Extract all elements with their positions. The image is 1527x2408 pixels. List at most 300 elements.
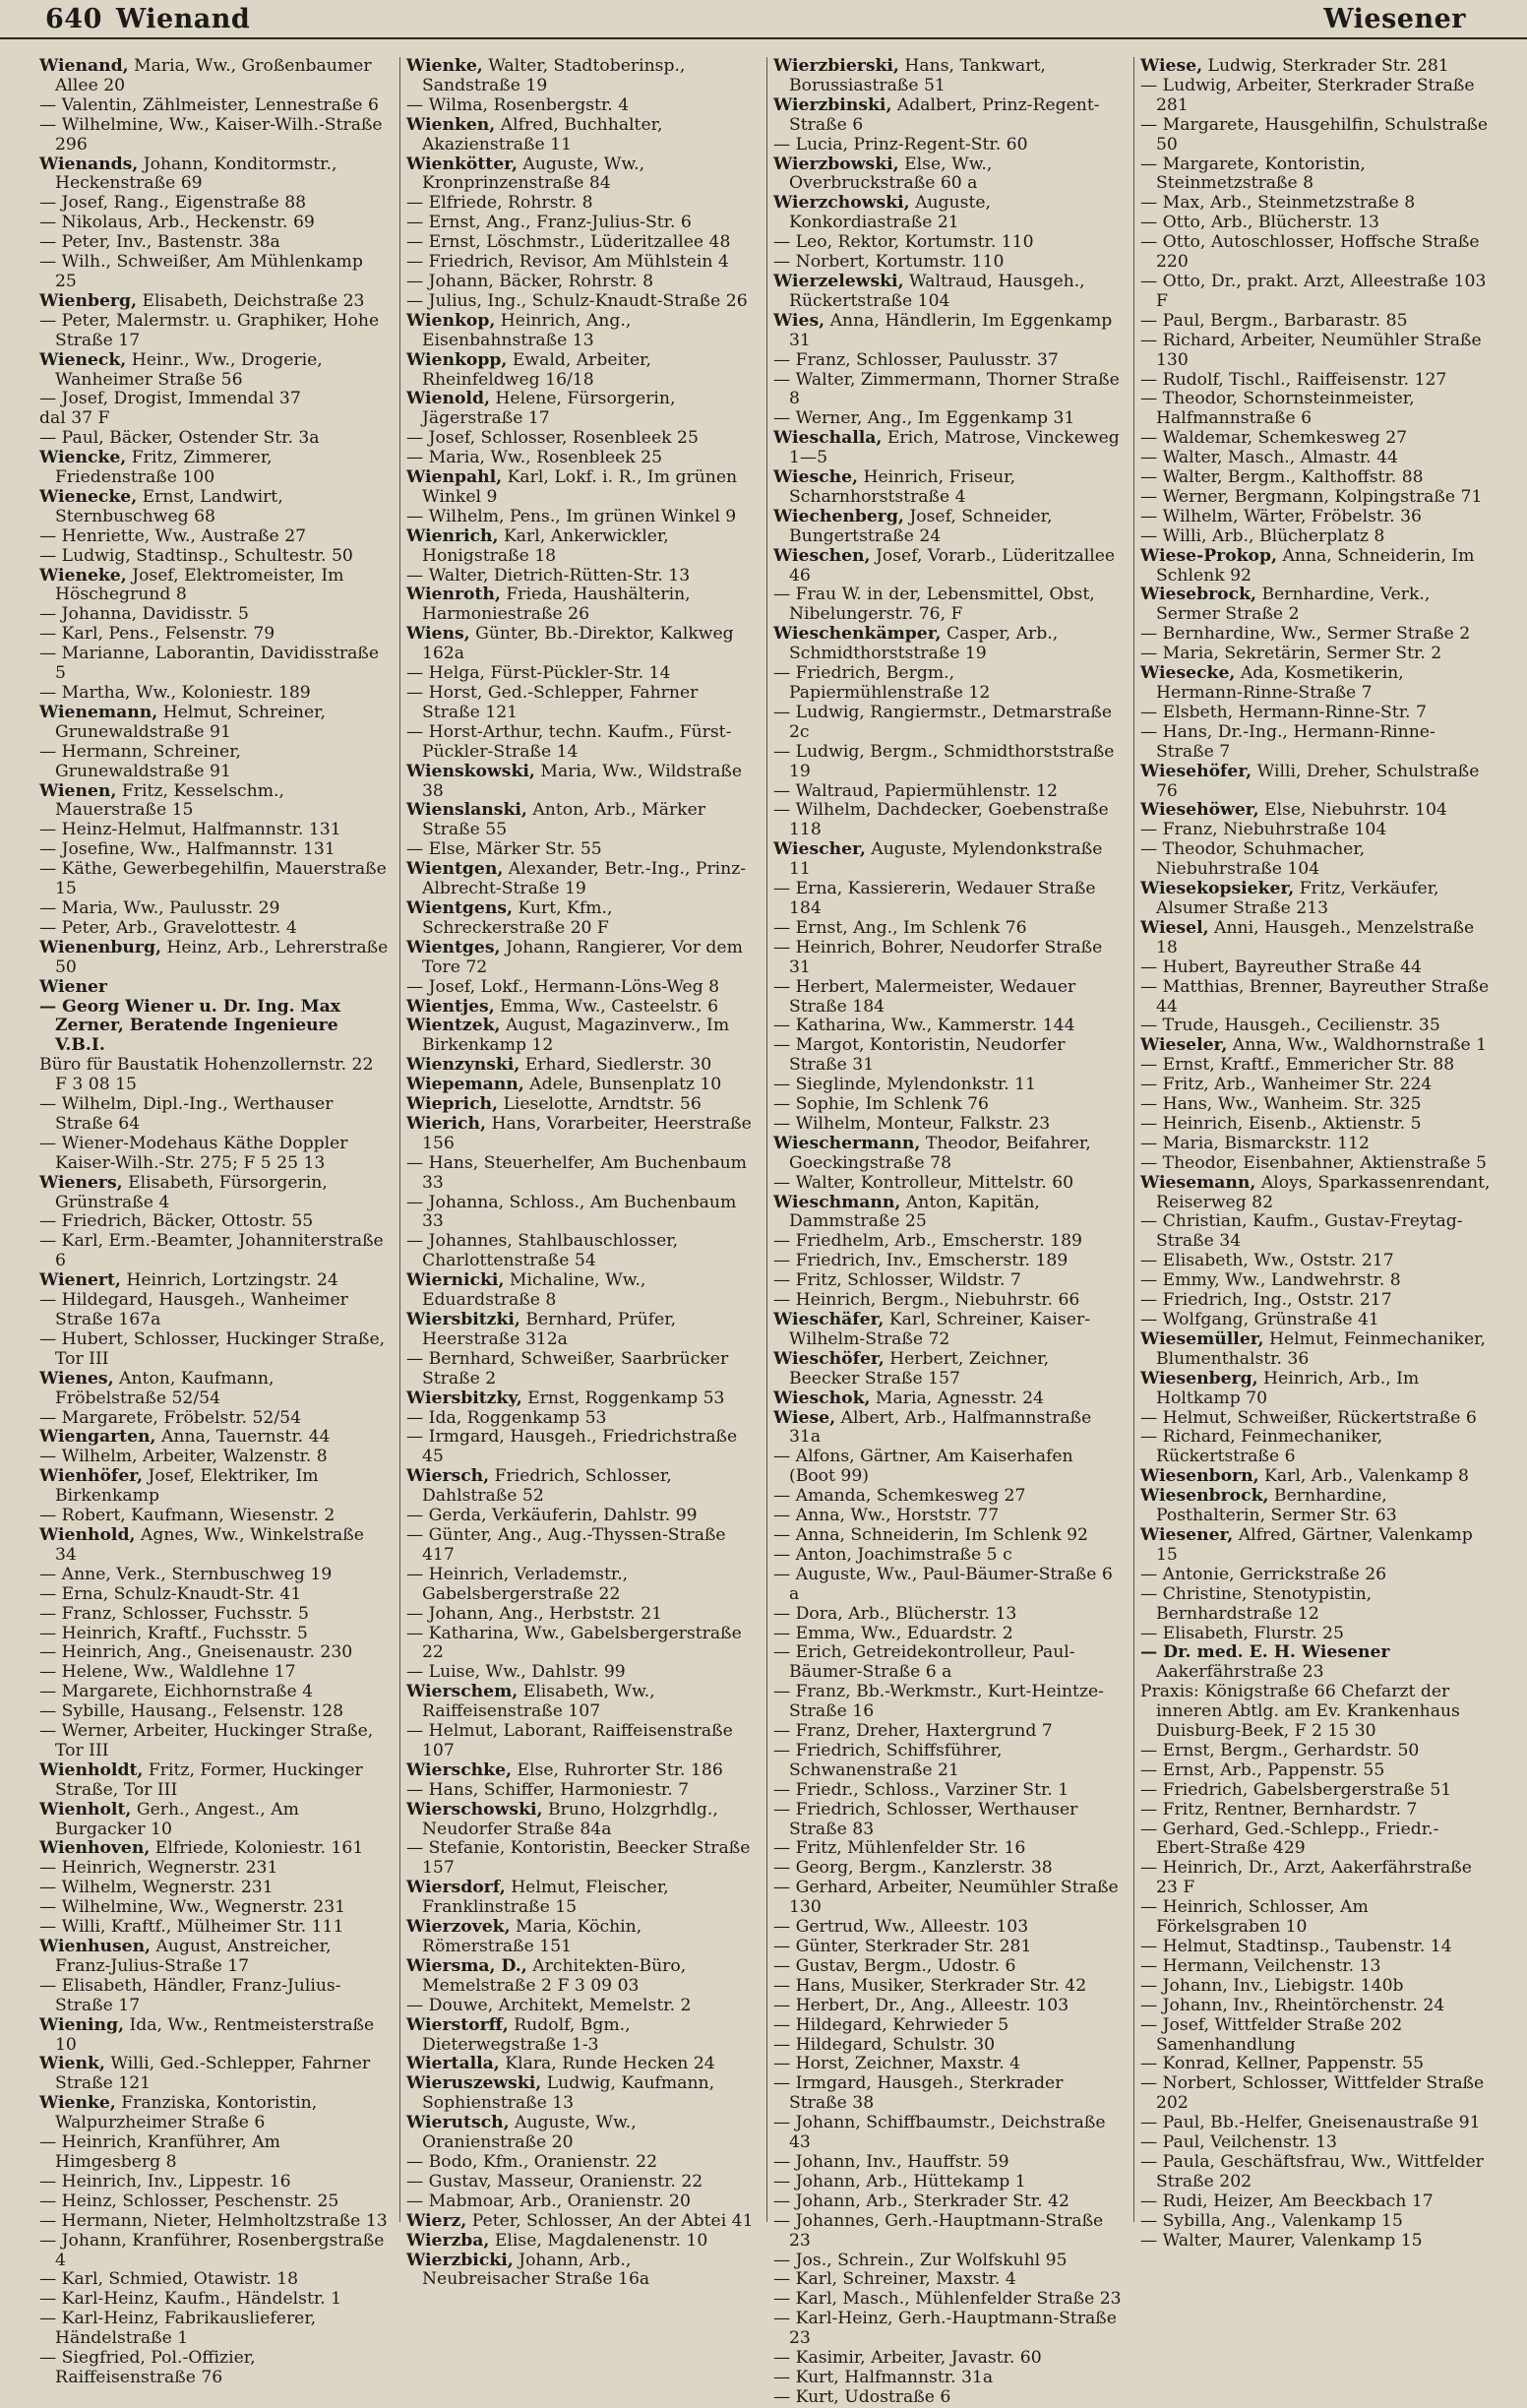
entry-text: — Nikolaus, Arb., Heckenstr. 69: [39, 213, 315, 233]
directory-entry: [39, 821, 390, 840]
entry-name: Wiesemüller,: [1140, 1328, 1264, 1349]
entry-text: — Hildegard, Hausgeh., Wanheimer Straße 167a: [39, 1290, 348, 1329]
entry-name: Wiernicki,: [406, 1270, 505, 1291]
entry-name: Wiesenbrock,: [1140, 1486, 1269, 1507]
entry-text: — Hans, Ww., Wanheim. Str. 325: [1140, 1094, 1422, 1115]
directory-entry: [406, 233, 757, 253]
directory-entry: [773, 96, 1124, 136]
directory-entry: [406, 1839, 757, 1879]
directory-entry: [1140, 312, 1492, 332]
directory-entry: [39, 1271, 390, 1291]
directory-entry: [39, 1879, 390, 1898]
directory-entry: [1140, 2016, 1492, 2056]
directory-entry: [1140, 116, 1492, 155]
header-left: [45, 4, 250, 34]
directory-entry: [39, 939, 390, 978]
entry-name: Wiese,: [1140, 56, 1203, 76]
entry-text: — Ernst, Ang., Franz-Julius-Str. 6: [406, 213, 692, 233]
directory-entry: [773, 801, 1124, 840]
directory-entry: [406, 1056, 757, 1076]
entry-name: Wiesemann,: [1140, 1172, 1256, 1193]
directory-entry: [773, 1507, 1124, 1526]
directory-entry: [773, 312, 1124, 351]
entry-text: — Paul, Bäcker, Ostender Str. 3a: [39, 428, 320, 449]
column-2: [400, 56, 767, 2290]
entry-text: — Sybilla, Ang., Valenkamp 15: [1140, 2210, 1403, 2231]
directory-entry: [406, 253, 757, 273]
page-number: 640: [45, 4, 102, 34]
directory-entry: [773, 1271, 1124, 1291]
directory-entry: [1140, 958, 1492, 978]
directory-entry: [773, 409, 1124, 429]
directory-entry: [1140, 1683, 1492, 1742]
entry-text: — Karl-Heinz, Gerh.-Hauptmann-Straße 23: [773, 2309, 1117, 2349]
entry-text: — Günter, Ang., Aug.-Thyssen-Straße 417: [406, 1524, 726, 1565]
entry-name: Wiesecke,: [1140, 663, 1236, 684]
entry-text: Anna, Tauernstr. 44: [155, 1427, 331, 1448]
entry-text: — Bernhardine, Ww., Sermer Straße 2: [1140, 624, 1471, 645]
directory-entry: [406, 351, 757, 391]
entry-name: Wierzbinski,: [773, 94, 892, 115]
directory-entry: [406, 1154, 757, 1194]
directory-entry: [773, 919, 1124, 939]
directory-entry: [773, 2055, 1124, 2074]
entry-text: — Paul, Bb.-Helfer, Gneisenaustraße 91: [1140, 2113, 1481, 2133]
directory-entry: [1140, 1115, 1492, 1135]
directory-entry: [1140, 488, 1492, 508]
directory-entry: [39, 1409, 390, 1429]
entry-name: Wienke,: [39, 2093, 116, 2114]
entry-name: Wiersch,: [406, 1466, 490, 1487]
directory-entry: [1140, 880, 1492, 919]
entry-text: Ewald, Arbeiter, Rheinfeldweg 16/18: [422, 349, 651, 390]
entry-name: Wieschok,: [773, 1388, 871, 1408]
directory-entry: [1140, 390, 1492, 429]
directory-entry: [1140, 1370, 1492, 1409]
directory-entry: [773, 2388, 1124, 2408]
entry-text: — Horst, Ged.-Schlepper, Fahrner Straße 121: [406, 683, 699, 722]
directory-entry: [773, 1839, 1124, 1859]
entry-text: — Josefine, Ww., Halfmannstr. 131: [39, 839, 336, 860]
directory-entry: [773, 743, 1124, 782]
directory-entry: [773, 1977, 1124, 1997]
directory-entry: [773, 1801, 1124, 1840]
entry-text: — Peter, Malermstr. u. Graphiker, Hohe Straße 17: [39, 310, 380, 350]
directory-entry: [773, 2310, 1124, 2349]
entry-text: — Kurt, Halfmannstr. 31a: [773, 2367, 994, 2387]
directory-entry: [39, 1056, 390, 1095]
directory-entry: [1140, 723, 1492, 763]
directory-entry: [406, 2016, 757, 2056]
directory-entry: [39, 1643, 390, 1663]
entry-text: — Helmut, Laborant, Raiffeisenstraße 107: [406, 1721, 733, 1760]
entry-name: Wieschäfer,: [773, 1310, 885, 1329]
directory-entry: [39, 1095, 390, 1135]
entry-text: — Heinrich, Wegnerstr. 231: [39, 1858, 278, 1879]
entry-text: — Otto, Arb., Blücherstr. 13: [1140, 213, 1379, 233]
header-left-word: Wienand: [115, 4, 251, 34]
entry-text: — Trude, Hausgeh., Cecilienstr. 35: [1140, 1016, 1440, 1036]
directory-entry: [406, 214, 757, 233]
directory-entry: [1140, 1957, 1492, 1977]
directory-entry: [39, 2290, 390, 2310]
directory-entry: [39, 1839, 390, 1859]
directory-entry: [1140, 801, 1492, 821]
entry-name: Wiesebrock,: [1140, 585, 1256, 605]
entry-text: — Wilhelm, Arbeiter, Walzenstr. 8: [39, 1447, 328, 1467]
directory-entry: [406, 194, 757, 214]
entry-text: — Willi, Arb., Blücherplatz 8: [1140, 525, 1385, 546]
entry-text: Franziska, Kontoristin, Walpurzheimer Straße 6: [55, 2093, 318, 2133]
entry-text: Adalbert, Prinz-Regent-Straße 6: [789, 94, 1100, 135]
directory-entry: [406, 1625, 757, 1664]
entry-text: — Kurt, Udostraße 6: [773, 2386, 951, 2407]
directory-entry: [406, 801, 757, 840]
directory-entry: [773, 1232, 1124, 1252]
entry-text: Emma, Ww., Casteelstr. 6: [494, 996, 719, 1017]
entry-text: Büro für Baustatik Hohenzollernstr. 22 F 3 08 15: [39, 1055, 374, 1095]
entry-text: Fritz, Zimmerer, Friedenstraße 100: [55, 448, 273, 488]
directory-entry: [39, 390, 390, 409]
directory-entry: [406, 899, 757, 939]
entry-text: — Heinrich, Eisenb., Aktienstr. 5: [1140, 1113, 1422, 1134]
entry-text: — Irmgard, Hausgeh., Sterkrader Straße 38: [773, 2073, 1064, 2114]
directory-entry: [39, 1467, 390, 1507]
entry-text: — Josef, Rang., Eigenstraße 88: [39, 193, 307, 214]
directory-entry: [406, 2173, 757, 2192]
directory-entry: [39, 1585, 390, 1605]
entry-text: — Heinrich, Inv., Lippestr. 16: [39, 2171, 291, 2192]
directory-entry: [406, 1781, 757, 1801]
directory-entry: [39, 1428, 390, 1448]
entry-text: — Elsbeth, Hermann-Rinne-Str. 7: [1140, 702, 1427, 722]
entry-text: — Wilhelm, Wegnerstr. 231: [39, 1878, 274, 1898]
entry-text: — Friedrich, Revisor, Am Mühlstein 4: [406, 252, 729, 273]
directory-entry: [773, 1291, 1124, 1311]
entry-name: Wienkop,: [406, 310, 496, 331]
directory-entry: [1140, 1212, 1492, 1252]
column-4: [1134, 56, 1501, 2251]
directory-entry: [773, 2349, 1124, 2369]
directory-entry: [406, 449, 757, 468]
entry-text: — Werner, Ang., Im Eggenkamp 31: [773, 408, 1075, 429]
directory-entry: [39, 1174, 390, 1213]
entry-text: — Heinrich, Kraftf., Fuchsstr. 5: [39, 1623, 308, 1643]
entry-text: Heinz, Arb., Lehrerstraße 50: [55, 937, 389, 977]
entry-text: Ida, Ww., Rentmeisterstraße 10: [55, 2014, 375, 2055]
directory-entry: [39, 1918, 390, 1938]
entry-name: Wierzba,: [406, 2230, 490, 2251]
entry-text: — Franz, Niebuhrstraße 104: [1140, 820, 1387, 840]
entry-text: — Anna, Schneiderin, Im Schlenk 92: [773, 1524, 1088, 1545]
entry-text: — Walter, Dietrich-Rütten-Str. 13: [406, 565, 691, 586]
directory-entry: [773, 1938, 1124, 1957]
entry-name: Wierschowski,: [406, 1799, 543, 1820]
entry-text: Helmut, Schreiner, Grunewaldstraße 91: [55, 702, 326, 742]
entry-text: — Elfriede, Rohrstr. 8: [406, 193, 593, 214]
directory-entry: [406, 723, 757, 763]
entry-text: Erhard, Siedlerstr. 30: [519, 1055, 712, 1076]
entry-text: — Johann, Arb., Sterkrader Str. 42: [773, 2191, 1069, 2211]
directory-entry: [773, 155, 1124, 195]
directory-entry: [773, 1448, 1124, 1487]
entry-text: Günter, Bb.-Direktor, Kalkweg 162a: [422, 624, 734, 664]
directory-entry: [773, 429, 1124, 468]
entry-text: — Heinrich, Bohrer, Neudorfer Straße 31: [773, 937, 1103, 977]
entry-text: — Luise, Ww., Dahlstr. 99: [406, 1662, 626, 1683]
entry-text: — Anton, Joachimstraße 5 c: [773, 1544, 1012, 1565]
entry-text: Ada, Kosmetikerin, Hermann-Rinne-Straße 7: [1156, 663, 1404, 703]
entry-text: — Heinz-Helmut, Halfmannstr. 131: [39, 820, 341, 840]
entry-text: — Fritz, Schlosser, Wildstr. 7: [773, 1270, 1021, 1291]
entry-text: — Wilhelmine, Ww., Kaiser-Wilh.-Straße 296: [39, 114, 383, 154]
directory-entry: [39, 1291, 390, 1330]
entry-text: — Robert, Kaufmann, Wiesenstr. 2: [39, 1506, 336, 1526]
entry-text: — Henriette, Ww., Austraße 27: [39, 525, 307, 546]
directory-entry: [1140, 1781, 1492, 1801]
entry-name: Wieschen,: [773, 545, 871, 566]
directory-entry: [406, 1507, 757, 1526]
entry-text: Praxis: Königstraße 66 Chefarzt der inneren Abtlg. am Ev. Krankenhaus Duisburg-Beek, F 2 15 30: [1140, 1682, 1460, 1742]
directory-entry: [406, 2232, 757, 2252]
entry-name: Wienke,: [406, 56, 483, 76]
entry-name: Wierz,: [406, 2210, 467, 2231]
directory-entry: [1140, 1898, 1492, 1938]
entry-text: — Wolfgang, Grünstraße 41: [1140, 1310, 1379, 1329]
directory-entry: [773, 2270, 1124, 2290]
entry-text: — Jos., Schrein., Zur Wolfskuhl 95: [773, 2250, 1068, 2270]
entry-text: — Josef, Wittfelder Straße 202 Samenhandlung: [1140, 2014, 1403, 2055]
directory-entry: [773, 233, 1124, 253]
entry-text: Helmut, Fleischer, Franklinstraße 15: [422, 1878, 669, 1918]
entry-text: — Fritz, Rentner, Bernhardstr. 7: [1140, 1799, 1418, 1820]
directory-entry: [773, 1683, 1124, 1722]
directory-entry: [1140, 77, 1492, 116]
header-right-word: Wiesener: [1323, 4, 1466, 34]
directory-entry: [39, 1507, 390, 1526]
entry-name: Wierich,: [406, 1113, 486, 1134]
directory-entry: [1140, 1487, 1492, 1526]
entry-text: — Theodor, Eisenbahner, Aktienstraße 5: [1140, 1152, 1487, 1173]
entry-text: — Karl-Heinz, Kaufm., Händelstr. 1: [39, 2289, 342, 2310]
directory-entry: [773, 2074, 1124, 2114]
entry-text: Peter, Schlosser, An der Abtei 41: [466, 2210, 754, 2231]
entry-text: — Helga, Fürst-Pückler-Str. 14: [406, 663, 671, 684]
entry-text: — Peter, Inv., Bastenstr. 38a: [39, 232, 280, 253]
directory-entry: [773, 371, 1124, 410]
directory-entry: [1140, 468, 1492, 488]
directory-entry: [773, 1625, 1124, 1644]
entry-text: Michaline, Ww., Eduardstraße 8: [422, 1270, 646, 1311]
directory-entry: [39, 2133, 390, 2173]
directory-entry: [39, 743, 390, 782]
entry-text: — Margarete, Eichhornstraße 4: [39, 1682, 314, 1702]
entry-name: Wiesener,: [1140, 1524, 1234, 1545]
entry-text: — Ida, Roggenkamp 53: [406, 1407, 607, 1428]
entry-text: — Johann, Schiffbaumstr., Deichstraße 43: [773, 2113, 1106, 2153]
entry-text: — Ludwig, Arbeiter, Sterkrader Straße 281: [1140, 75, 1475, 115]
directory-entry: [773, 1036, 1124, 1076]
directory-entry: [406, 1761, 757, 1781]
directory-entry: [406, 1526, 757, 1566]
directory-entry: [39, 1625, 390, 1644]
entry-text: — Christine, Stenotypistin, Bernhardstraße 12: [1140, 1583, 1373, 1624]
directory-entry: [773, 2212, 1124, 2252]
entry-name: Wieprich,: [406, 1094, 499, 1115]
entry-name: Wienhold,: [39, 1524, 136, 1545]
entry-text: — Heinrich, Dr., Arzt, Aakerfährstraße 23 F: [1140, 1858, 1472, 1898]
entry-text: — Maria, Ww., Paulusstr. 29: [39, 897, 280, 918]
entry-text: — Walter, Kontrolleur, Mittelstr. 60: [773, 1172, 1074, 1193]
entry-text: August, Anstreicher, Franz-Julius-Straße 17: [55, 1937, 332, 1976]
entry-text: Bernhardine, Posthalterin, Sermer Str. 63: [1156, 1486, 1397, 1526]
directory-entry: [406, 312, 757, 351]
directory-entry: [773, 1526, 1124, 1546]
entry-text: — Kasimir, Arbeiter, Javastr. 60: [773, 2348, 1042, 2369]
entry-text: — Ernst, Löschmstr., Lüderitzallee 48: [406, 232, 731, 253]
directory-entry: [773, 1566, 1124, 1605]
entry-text: — Ludwig, Bergm., Schmidthorststraße 19: [773, 741, 1115, 781]
entry-text: Anna, Händlerin, Im Eggenkamp 31: [789, 310, 1113, 350]
directory-entry: [39, 1683, 390, 1702]
directory-entry: [1140, 1291, 1492, 1311]
entry-name: Wiesenborn,: [1140, 1466, 1259, 1487]
directory-entry: [773, 1311, 1124, 1350]
entry-text: Johann, Rangierer, Vor dem Tore 72: [422, 937, 743, 977]
entry-name: Wierutsch,: [406, 2113, 510, 2133]
entry-text: Agnes, Ww., Winkelstraße 34: [55, 1524, 364, 1565]
entry-name: Wierstorff,: [406, 2014, 509, 2035]
directory-entry: [406, 1428, 757, 1467]
directory-entry: [773, 840, 1124, 880]
entry-name: Wientgens,: [406, 897, 514, 918]
directory-entry: [773, 586, 1124, 625]
directory-entry: [406, 1017, 757, 1056]
entry-text: Bernhard, Prüfer, Heerstraße 312a: [422, 1310, 677, 1349]
entry-name: Wienen,: [39, 780, 117, 801]
directory-entry: [39, 1370, 390, 1409]
directory-entry: [1140, 1409, 1492, 1429]
directory-entry: [1140, 1625, 1492, 1644]
directory-entry: [1140, 664, 1492, 704]
entry-name: Wienholdt,: [39, 1760, 144, 1780]
directory-entry: [773, 2173, 1124, 2192]
entry-text: — Matthias, Brenner, Bayreuther Straße 44: [1140, 976, 1490, 1017]
entry-text: — Rudolf, Tischl., Raiffeisenstr. 127: [1140, 369, 1447, 390]
entry-text: Hans, Tankwart, Borussiastraße 51: [789, 56, 1046, 95]
entry-text: Else, Niebuhrstr. 104: [1258, 800, 1447, 821]
directory-entry: [773, 351, 1124, 371]
directory-entry: [1140, 155, 1492, 195]
directory-entry: [39, 2310, 390, 2349]
entry-text: — Horst-Arthur, techn. Kaufm., Fürst-Pückler-Straße 14: [406, 721, 732, 762]
entry-name: Wiengarten,: [39, 1427, 156, 1448]
directory-entry: [39, 1702, 390, 1722]
entry-name: Wieschmann,: [773, 1192, 901, 1212]
directory-entry: [1140, 704, 1492, 723]
directory-entry: [1140, 1017, 1492, 1036]
entry-text: — Maria, Bismarckstr. 112: [1140, 1133, 1370, 1153]
entry-text: — Max, Arb., Steinmetzstraße 8: [1140, 193, 1416, 214]
entry-text: — Margarete, Kontoristin, Steinmetzstraße 8: [1140, 154, 1366, 194]
entry-text: — Johann, Ang., Herbststr. 21: [406, 1603, 663, 1624]
directory-entry: [773, 1409, 1124, 1449]
entry-text: — Johann, Kranführer, Rosenbergstraße 4: [39, 2230, 385, 2270]
entry-text: Elisabeth, Ww., Raiffeisenstraße 107: [422, 1682, 655, 1722]
directory-entry: [406, 2074, 757, 2114]
column-3: [767, 56, 1134, 2407]
directory-entry: [773, 1722, 1124, 1742]
entry-name: Wienskowski,: [406, 761, 535, 781]
entry-text: — Georg, Bergm., Kanzlerstr. 38: [773, 1858, 1053, 1879]
directory-entry: [773, 1389, 1124, 1409]
entry-name: Wierschke,: [406, 1760, 512, 1780]
directory-entry: [1140, 1997, 1492, 2016]
directory-entry: [39, 625, 390, 645]
entry-text: — Hans, Dr.-Ing., Hermann-Rinne-Straße 7: [1140, 721, 1435, 762]
directory-entry: [39, 899, 390, 919]
directory-entry: [39, 488, 390, 527]
entry-name: Wiersbitzky,: [406, 1388, 522, 1408]
directory-entry: [1140, 1428, 1492, 1467]
directory-entry: [773, 2369, 1124, 2388]
directory-entry: [1140, 1859, 1492, 1898]
entry-name: Wierzbicki,: [406, 2250, 514, 2270]
directory-entry: [1140, 1095, 1492, 1115]
entry-text: Walter, Stadtoberinsp., Sandstraße 19: [422, 56, 686, 95]
directory-entry: [773, 57, 1124, 96]
directory-entry: [773, 1194, 1124, 1233]
directory-entry: [406, 763, 757, 802]
directory-entry: [773, 704, 1124, 743]
directory-entry: [1140, 1977, 1492, 1997]
directory-entry: [406, 840, 757, 860]
entry-text: — Wiener-Modehaus Käthe Doppler Kaiser-Wilh.-Str. 275; F 5 25 13: [39, 1133, 348, 1173]
entry-text: — Josef, Schlosser, Rosenbleek 25: [406, 428, 699, 449]
entry-text: — Heinrich, Verlademstr., Gabelsbergerstraße 22: [406, 1564, 629, 1604]
directory-entry: [406, 1409, 757, 1429]
entry-text: — Alfons, Gärtner, Am Kaiserhafen (Boot 99): [773, 1447, 1073, 1487]
entry-name: Wierzovek,: [406, 1917, 511, 1938]
entry-text: — Otto, Dr., prakt. Arzt, Alleestraße 103 F: [1140, 271, 1487, 311]
directory-entry: [1140, 449, 1492, 468]
entry-name: Wiersma, D.,: [406, 1955, 527, 1976]
directory-entry: [406, 625, 757, 664]
entry-text: Karl, Ankerwickler, Honigstraße 18: [422, 525, 669, 566]
directory-entry: [1140, 2232, 1492, 2252]
entry-text: — Johannes, Gerh.-Hauptmann-Straße 23: [773, 2210, 1104, 2251]
directory-entry: [773, 1997, 1124, 2016]
entry-text: Alexander, Betr.-Ing., Prinz-Albrecht-Straße 19: [422, 859, 747, 899]
directory-entry: [1140, 821, 1492, 840]
directory-entry: [1140, 840, 1492, 880]
entry-text: Theodor, Beifahrer, Goeckingstraße 78: [789, 1133, 1091, 1173]
entry-text: — Gustav, Bergm., Udostr. 6: [773, 1955, 1016, 1976]
directory-entry: [39, 253, 390, 292]
directory-entry: [39, 645, 390, 684]
entry-text: — Siegfried, Pol.-Offizier, Raiffeisenstraße 76: [39, 2348, 256, 2387]
entry-text: Ludwig, Kaufmann, Sophienstraße 13: [422, 2073, 715, 2114]
directory-entry: [773, 1781, 1124, 1801]
entry-name: Wieneck,: [39, 349, 127, 370]
directory-entry: [1140, 2055, 1492, 2074]
entry-text: Josef, Elektromeister, Im Höschegrund 8: [55, 565, 344, 605]
directory-entry: [1140, 1526, 1492, 1566]
entry-text: — Erna, Schulz-Knaudt-Str. 41: [39, 1583, 302, 1604]
entry-text: — Karl-Heinz, Fabrikauslieferer, Händelstraße 1: [39, 2309, 317, 2349]
entry-name: Wiener: [39, 976, 107, 997]
entry-text: — Maria, Ww., Rosenbleek 25: [406, 448, 663, 468]
